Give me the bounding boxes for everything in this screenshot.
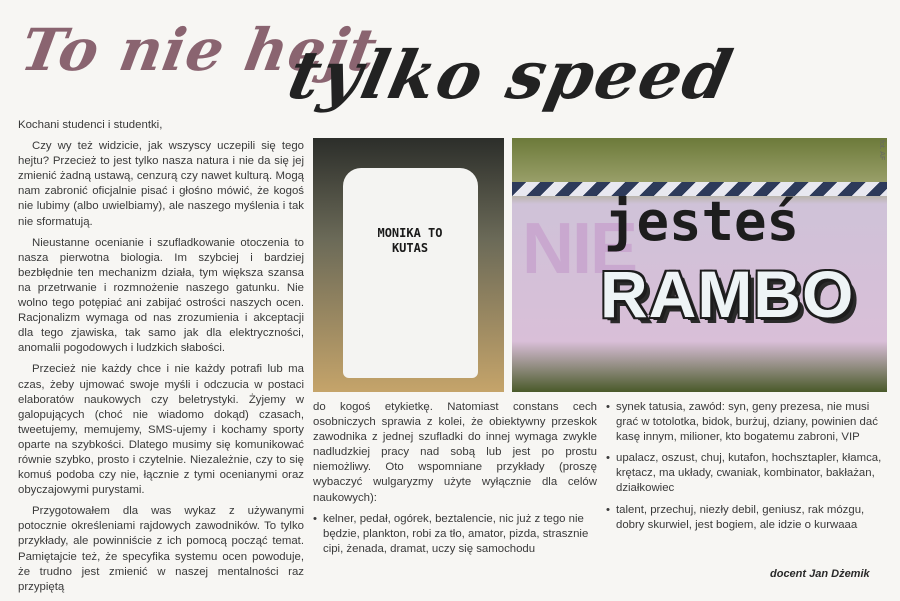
list-item: • talent, przechuj, niezły debil, geniusz, rak mózgu, dobry skurwiel, jest bogiem, ale idzie o kurwaaa (606, 503, 888, 533)
photo-credit: fot. AF (878, 140, 885, 161)
title-line-1: To nie hejt (16, 16, 383, 84)
graffiti-jestes: jesteś (604, 190, 800, 253)
title-line-2: tylko speed (281, 36, 741, 114)
list-item: • upalacz, oszust, chuj, kutafon, hochsztapler, kłamca, krętacz, ma układy, cwaniak, kombinator, bakłażan, działkowiec (606, 451, 888, 496)
author-signature: docent Jan Dżemik (770, 568, 870, 580)
tshirt-print: MONIKA TO KUTAS (377, 226, 443, 255)
column-2 (313, 400, 597, 563)
column-1 (18, 118, 304, 601)
paragraph: do kogoś etykietkę. Natomiast constans cech osobniczych sprawia z kolei, że obiektywny przeskok zawodnika z jednej szufladki do innej wymaga zwykle nadludzkiej pracy nad sobą lub jest po prostu niemożliwy. Oto wspomniane przykłady (proszę wybaczyć wulgaryzmy użyte wyłącznie dla celów naukowych): (313, 401, 597, 504)
column-3 (606, 400, 888, 539)
tshirt-shape (343, 168, 478, 378)
paragraph: Czy wy też widzicie, jak wszyscy uczepili się tego hejtu? Przecież to jest tylko nasza natura i nie da się jej zmienić żadną ustawą, cenzurą czy nawet kulturą. Mogą nam zabronić oficjalnie pisać i głośno mówić, że kogoś nie lubimy (albo uwielbiamy), ale naszego myślenia i tak nie sformatują. (18, 140, 304, 228)
list-item: • synek tatusia, zawód: syn, geny prezesa, nie musi grać w totolotka, bidok, burżuj, dziany, powinien dać kasę innym, milioner, kto bogatemu zabroni, VIP (606, 400, 888, 445)
graffiti-photo (512, 138, 887, 392)
tshirt-photo (313, 138, 504, 392)
graffiti-nie: NIE (522, 209, 637, 289)
greeting: Kochani studenci i studentki, (18, 119, 163, 131)
graffiti-rambo: RAMBO (600, 257, 855, 331)
list-item: • kelner, pedał, ogórek, beztalencie, nic już z tego nie będzie, plankton, robi za tło, amator, pizda, strasznie cipi, żenada, dramat, uczy się samochodu (313, 512, 597, 557)
paragraph: Przygotowałem dla was wykaz z używanymi potocznie określeniami rajdowych zawodników. To tylko przykłady, ale powinniście z ich pomocą począć temat. Pamiętajcie też, że specyfika systemu ocen powoduje, że trudno jest zmienić w naszej mentalności raz przypiętą (18, 505, 304, 593)
paragraph: Przecież nie każdy chce i nie każdy potrafi lub ma czas, żeby ujmować swoje myśli i odczucia w postaci elaboratów naukowych czy beletrystyki. Żyjemy w galopujących (choć nie wiadomo dokąd) czasach, tweetujemy, memujemy, SMS-ujemy i kochamy sporty oparte na szybkości. Dlatego musimy się komunikować równie szybko, prosto i czytelnie. Niezależnie, czy to się komuś podoba czy nie, łącznie z tymi ocenianymi oraz obyczajowymi purystami. (18, 363, 304, 497)
paragraph: Nieustanne ocenianie i szufladkowanie otoczenia to nasza pierwotna biologia. Im szybciej i bardziej bezbłędnie ten mechanizm działa, tym większa szansa na przetrwanie i rozmnożenie naszego gatunku. Nie wolno tego potępiać ani zabijać ostrości naszych ocen. Racjonalizm wymaga od nas zrozumienia i akceptacji dla tego zjawiska, tak samo jak dla elektryczności, anomalii pogodowych i ludzkich słabości. (18, 236, 304, 355)
